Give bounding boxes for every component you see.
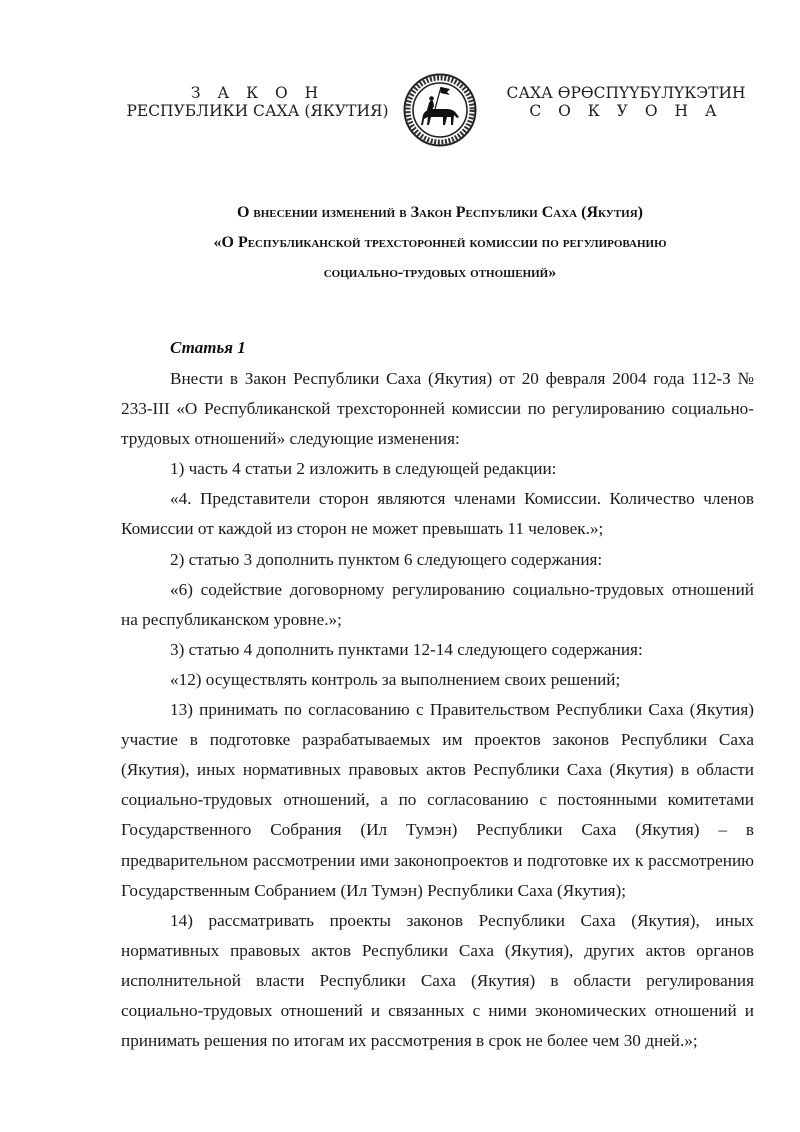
paragraph-item-1: 1) часть 4 статьи 2 изложить в следующей редакции: (170, 459, 557, 479)
paragraph-item-2: 2) статью 3 дополнить пунктом 6 следующего содержания: (170, 549, 603, 569)
paragraph-subitem-14: 14) рассматривать проекты законов Республики Саха (Якутия), иных нормативных правовых актов Республики Саха (Якутия), других актов органов исполнительной власти Республики Саха (Якутия) в области регулирования социально-трудовых отношений и связанных с ними экономических отношений и принимать решения по итогам их рассмотрения в срок не более чем 30 дней.»; (121, 910, 754, 1051)
title-line-1: О внесении изменений в Закон Республики Саха (Якутия) (236, 204, 644, 221)
header-left (110, 84, 405, 120)
article-heading: Статья 1 (170, 338, 246, 357)
paragraph-item-3: 3) статью 4 дополнить пунктами 12-14 следующего содержания: (170, 639, 643, 659)
paragraph-item-2-text: «6) содействие договорному регулированию социально-трудовых отношений на республиканском уровне.»; (121, 579, 754, 629)
article-body (121, 364, 754, 1056)
header-left-subtitle: РЕСПУБЛИКИ САХА (ЯКУТИЯ) (126, 102, 389, 120)
emblem-seal-graphic (403, 73, 477, 147)
paragraph-subitem-12: «12) осуществлять контроль за выполнением своих решений; (170, 669, 621, 689)
header-right (490, 84, 762, 120)
paragraph-subitem-13: 13) принимать по согласованию с Правительством Республики Саха (Якутия) участие в подготовке разрабатываемых им проектов законов Республики Саха (Якутия), иных нормативных правовых актов Республики Саха (Якутия) в области социально-трудовых отношений, а по согласованию с постоянными комитетами Государственного Собрания (Ил Тумэн) Республики Саха (Якутия) – в предварительном рассмотрении ими законопроектов и подготовке их к рассмотрению Государственным Собранием (Ил Тумэн) Республики Саха (Якутия); (121, 700, 754, 900)
title-line-2: «О Республиканской трехсторонней комиссии по регулированию (213, 234, 667, 251)
document-title (110, 198, 770, 288)
title-line-3: социально-трудовых отношений» (323, 264, 557, 281)
paragraph-item-1-text: «4. Представители сторон являются членами Комиссии. Количество членов Комиссии от каждой из сторон не может превышать 11 человек.»; (121, 489, 754, 539)
paragraph-intro: Внести в Закон Республики Саха (Якутия) от 20 февраля 2004 года 112-З № 233-III «О Республиканской трехсторонней комиссии по регулированию социально-трудовых отношений» следующие изменения: (121, 369, 754, 449)
header-left-title: З А К О Н (190, 84, 325, 102)
coat-of-arms-icon (403, 73, 477, 147)
header-right-subtitle: С О К У О Н А (529, 102, 723, 120)
header-right-title: САХА ӨРӨСПҮҮБҮЛҮКЭТИН (506, 84, 746, 102)
